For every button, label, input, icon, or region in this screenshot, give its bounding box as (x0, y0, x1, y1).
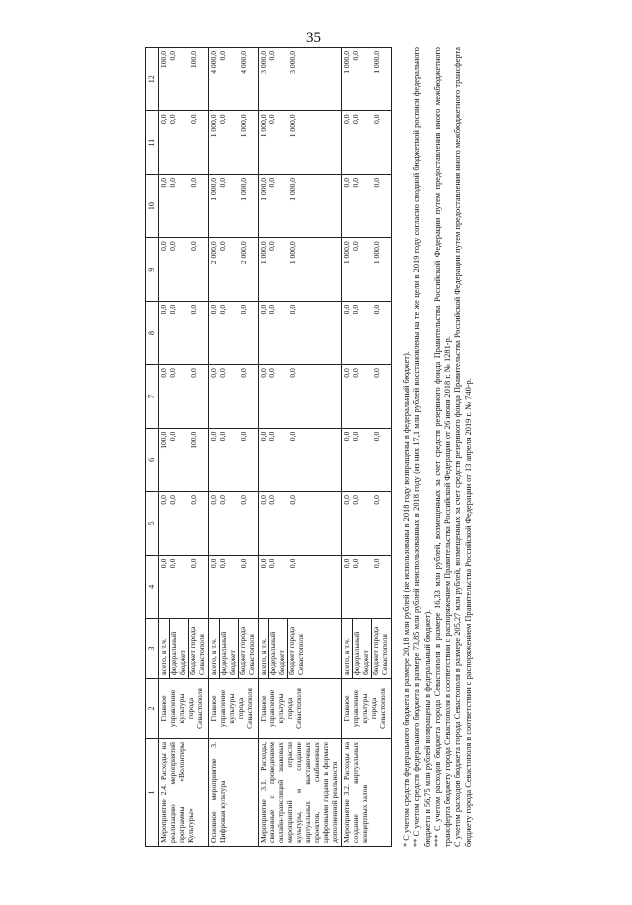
budget-value: 0,0 (258, 558, 268, 569)
column-number-header: 3 (146, 619, 159, 679)
value-cell (342, 365, 392, 428)
budget-value: 0,0 (372, 558, 382, 569)
budget-value: 0,0 (167, 241, 177, 251)
budget-value: 0,0 (342, 114, 352, 124)
budget-value: 0,0 (351, 431, 361, 442)
column-number-header: 8 (146, 301, 159, 364)
value-cell (258, 492, 342, 555)
responsible-executor: Главное управление культуры города Севастополя (342, 679, 392, 739)
budget-value: 3 000,0 (258, 51, 268, 74)
budget-value: 0,0 (238, 431, 248, 442)
footnote: С учетом расходов бюджета города Севастополя в размере 205,27 млн рублей, возмещенных за счет средств резервного фонда Правительства Российской Федерации путем предоставления иного межбюджетного трансферта бюджету города Севастополя в соответствии с распоряжением Правительства Российской Федерации от 13 апреля 2019 г. № 740-р. (453, 47, 473, 847)
budget-value: 0,0 (267, 241, 277, 251)
value-cell (258, 111, 342, 174)
budget-value: 2 000,0 (238, 241, 248, 265)
budget-value: 0,0 (188, 177, 198, 188)
budget-value: 0,0 (188, 558, 198, 569)
value-cell (159, 492, 209, 555)
budget-value: 0,0 (188, 241, 198, 251)
budget-value: 1 000,0 (372, 51, 382, 74)
funding-source: бюджет города Севастополя (371, 619, 390, 678)
budget-value: 1 000,0 (288, 241, 298, 265)
value-cell (159, 238, 209, 301)
budget-value: 0,0 (372, 431, 382, 442)
value-cell (258, 174, 342, 237)
budget-value: 0,0 (217, 241, 227, 251)
funding-source: всего, в т.ч. (342, 638, 352, 675)
budget-value: 0,0 (258, 368, 268, 378)
column-number-header: 12 (146, 48, 159, 112)
budget-value: 0,0 (188, 304, 198, 315)
funding-source-cell (342, 619, 392, 679)
budget-value: 1 000,0 (238, 177, 248, 201)
value-cell (159, 428, 209, 491)
value-cell (159, 555, 209, 618)
footnote: ** С учетом средств федерального бюджета в размере 73,85 млн рублей неиспользованных в 2018 году (из них 17,1 млн рублей восстановлены на те же цели в 2019 году согласно сводной бюджетной росписи федерального бюджета и 56,75 млн рублей возвращены в федеральный бюджет). (412, 47, 432, 847)
value-cell (208, 48, 258, 112)
budget-value: 0,0 (372, 304, 382, 315)
budget-value: 0,0 (342, 368, 352, 378)
budget-value: 0,0 (258, 304, 268, 315)
funding-source: всего, в т.ч. (208, 638, 218, 675)
responsible-executor: Главное управление культуры города Севастополя (208, 679, 258, 739)
budget-value: 0,0 (208, 558, 218, 569)
value-cell (342, 492, 392, 555)
value-cell (342, 111, 392, 174)
activity-name: Мероприятие 2.4. Расходы на реализацию мероприятий программы «Волонтеры Культуры» (159, 739, 209, 847)
budget-value: 1 000,0 (372, 241, 382, 265)
value-cell (208, 301, 258, 364)
budget-value: 0,0 (267, 495, 277, 505)
budget-value: 100,0 (188, 431, 198, 449)
budget-value: 0,0 (217, 304, 227, 315)
funding-source: бюджет города Севастополя (238, 619, 257, 678)
budget-value: 0,0 (167, 114, 177, 124)
value-cell (208, 174, 258, 237)
budget-value: 0,0 (351, 114, 361, 124)
funding-source: всего, в т.ч. (159, 638, 168, 675)
rotated-content (145, 47, 625, 847)
funding-source: федеральный бюджет (219, 619, 238, 678)
column-number-header: 7 (146, 365, 159, 428)
budget-table (145, 47, 392, 847)
budget-value: 0,0 (288, 368, 298, 378)
footnotes (402, 47, 474, 847)
value-cell (208, 492, 258, 555)
budget-value: 0,0 (372, 495, 382, 505)
budget-value: 0,0 (167, 495, 177, 505)
budget-value: 0,0 (159, 368, 168, 378)
budget-value: 2 000,0 (208, 241, 218, 265)
budget-value: 0,0 (217, 114, 227, 124)
budget-value: 0,0 (167, 431, 177, 442)
value-cell (342, 174, 392, 237)
budget-value: 0,0 (342, 495, 352, 505)
column-number-header: 11 (146, 111, 159, 174)
budget-value: 0,0 (258, 431, 268, 442)
budget-value: 0,0 (208, 495, 218, 505)
funding-source: всего, в т.ч. (258, 638, 268, 675)
budget-value: 1 000,0 (342, 241, 352, 265)
budget-value: 3 000,0 (288, 51, 298, 74)
funding-source-cell (258, 619, 342, 679)
budget-value: 0,0 (167, 368, 177, 378)
value-cell (208, 238, 258, 301)
budget-value: 0,0 (351, 177, 361, 188)
value-cell (342, 428, 392, 491)
funding-source: федеральный бюджет (352, 619, 371, 678)
budget-value: 0,0 (167, 51, 177, 61)
column-number-header: 10 (146, 174, 159, 237)
budget-value: 0,0 (208, 304, 218, 315)
responsible-executor: Главное управление культуры города Севастополя (159, 679, 209, 739)
budget-value: 0,0 (188, 368, 198, 378)
budget-value: 0,0 (159, 558, 168, 569)
budget-value: 0,0 (267, 177, 277, 188)
value-cell (258, 428, 342, 491)
budget-value: 0,0 (217, 495, 227, 505)
budget-value: 0,0 (217, 177, 227, 188)
budget-value: 0,0 (217, 431, 227, 442)
budget-value: 0,0 (188, 114, 198, 124)
value-cell (159, 111, 209, 174)
budget-value: 0,0 (159, 241, 168, 251)
budget-value: 0,0 (217, 558, 227, 569)
footnote: *** С учетом расходов бюджета города Севастополя в размере 16,33 млн рублей, возмещенных за счет средств резервного фонда Правительства Российской Федерации путем предоставления иного межбюджетного трансферта бюджету города Севастополя в соответствии с распоряжением Правительства Российской Федерации от 26 июня 2018 г. № 1281-р. (432, 47, 452, 847)
table-body (146, 48, 392, 847)
budget-value: 0,0 (159, 177, 168, 188)
value-cell (258, 301, 342, 364)
value-cell (159, 174, 209, 237)
budget-value: 0,0 (351, 558, 361, 569)
budget-value: 0,0 (372, 368, 382, 378)
budget-value: 0,0 (351, 241, 361, 251)
value-cell (342, 301, 392, 364)
value-cell (208, 111, 258, 174)
value-cell (342, 555, 392, 618)
budget-value: 0,0 (159, 495, 168, 505)
budget-value: 0,0 (288, 431, 298, 442)
value-cell (208, 365, 258, 428)
budget-value: 0,0 (167, 304, 177, 315)
footnote: * С учетом средств федерального бюджета в размере 20,18 млн рублей (не использованы в 2018 году возвращены в федеральный бюджет). (402, 351, 411, 847)
budget-value: 1 000,0 (342, 51, 352, 74)
budget-value: 0,0 (288, 304, 298, 315)
value-cell (258, 555, 342, 618)
budget-value: 0,0 (258, 495, 268, 505)
budget-value: 0,0 (267, 558, 277, 569)
budget-value: 1 000,0 (258, 241, 268, 265)
value-cell (159, 301, 209, 364)
budget-value: 0,0 (351, 368, 361, 378)
value-cell (159, 365, 209, 428)
budget-value: 0,0 (372, 114, 382, 124)
budget-value: 0,0 (208, 431, 218, 442)
budget-value: 0,0 (238, 304, 248, 315)
activity-name: Основное мероприятие 3. Цифровая культура (208, 739, 258, 847)
value-cell (159, 48, 209, 112)
budget-value: 0,0 (217, 368, 227, 378)
table-row (159, 48, 209, 847)
budget-value: 0,0 (159, 304, 168, 315)
budget-value: 1 000,0 (208, 177, 218, 201)
budget-value: 0,0 (342, 304, 352, 315)
budget-value: 0,0 (167, 177, 177, 188)
column-number-header: 5 (146, 492, 159, 555)
funding-source-cell (208, 619, 258, 679)
budget-value: 0,0 (351, 304, 361, 315)
funding-source: бюджет города Севастополя (188, 619, 207, 678)
responsible-executor: Главное управление культуры города Севастополя (258, 679, 342, 739)
column-number-header: 2 (146, 679, 159, 739)
budget-value: 0,0 (238, 495, 248, 505)
budget-value: 0,0 (288, 495, 298, 505)
budget-value: 1 000,0 (288, 114, 298, 138)
budget-value: 4 000,0 (238, 51, 248, 74)
budget-value: 0,0 (372, 177, 382, 188)
budget-value: 100,0 (159, 51, 168, 69)
page-number: 35 (306, 30, 321, 46)
column-number-header: 9 (146, 238, 159, 301)
funding-source: бюджет города Севастополя (287, 619, 306, 678)
budget-value: 4 000,0 (208, 51, 218, 74)
table-row (342, 48, 392, 847)
value-cell (342, 238, 392, 301)
value-cell (258, 365, 342, 428)
budget-value: 0,0 (167, 558, 177, 569)
budget-value: 0,0 (351, 495, 361, 505)
budget-value: 1 000,0 (258, 177, 268, 201)
column-number-header: 1 (146, 739, 159, 847)
table-header-row (146, 48, 159, 847)
funding-source: федеральный бюджет (268, 619, 287, 678)
funding-source-cell (159, 619, 209, 679)
budget-value: 0,0 (267, 368, 277, 378)
column-number-header: 6 (146, 428, 159, 491)
budget-value: 0,0 (217, 51, 227, 61)
table-row (208, 48, 258, 847)
budget-value: 0,0 (267, 431, 277, 442)
budget-value: 0,0 (267, 304, 277, 315)
budget-value: 0,0 (267, 51, 277, 61)
funding-source: федеральный бюджет (169, 619, 188, 678)
budget-value: 0,0 (238, 368, 248, 378)
budget-value: 1 000,0 (288, 177, 298, 201)
value-cell (342, 48, 392, 112)
value-cell (258, 238, 342, 301)
value-cell (208, 428, 258, 491)
budget-value: 1 000,0 (258, 114, 268, 138)
budget-value: 0,0 (288, 558, 298, 569)
budget-value: 0,0 (342, 177, 352, 188)
budget-value: 0,0 (267, 114, 277, 124)
budget-value: 0,0 (188, 495, 198, 505)
budget-value: 100,0 (188, 51, 198, 69)
budget-value: 0,0 (238, 558, 248, 569)
budget-value: 100,0 (159, 431, 168, 449)
budget-value: 0,0 (159, 114, 168, 124)
column-number-header: 4 (146, 555, 159, 618)
budget-value: 0,0 (351, 51, 361, 61)
activity-name: Мероприятие 3.2. Расходы на создание виртуальных концертных залов (342, 739, 392, 847)
table-row (258, 48, 342, 847)
budget-value: 0,0 (342, 431, 352, 442)
budget-value: 1 000,0 (208, 114, 218, 138)
value-cell (208, 555, 258, 618)
activity-name: Мероприятие 3.1. Расходы, связанные с проведением онлайн-трансляций знаковых мероприятий отрасли культуры, и создание виртуальных выставочных проектов, снабженных цифровыми гидами в формате дополненной реальности (258, 739, 342, 847)
budget-value: 1 000,0 (238, 114, 248, 138)
budget-value: 0,0 (208, 368, 218, 378)
budget-value: 0,0 (342, 558, 352, 569)
value-cell (258, 48, 342, 112)
